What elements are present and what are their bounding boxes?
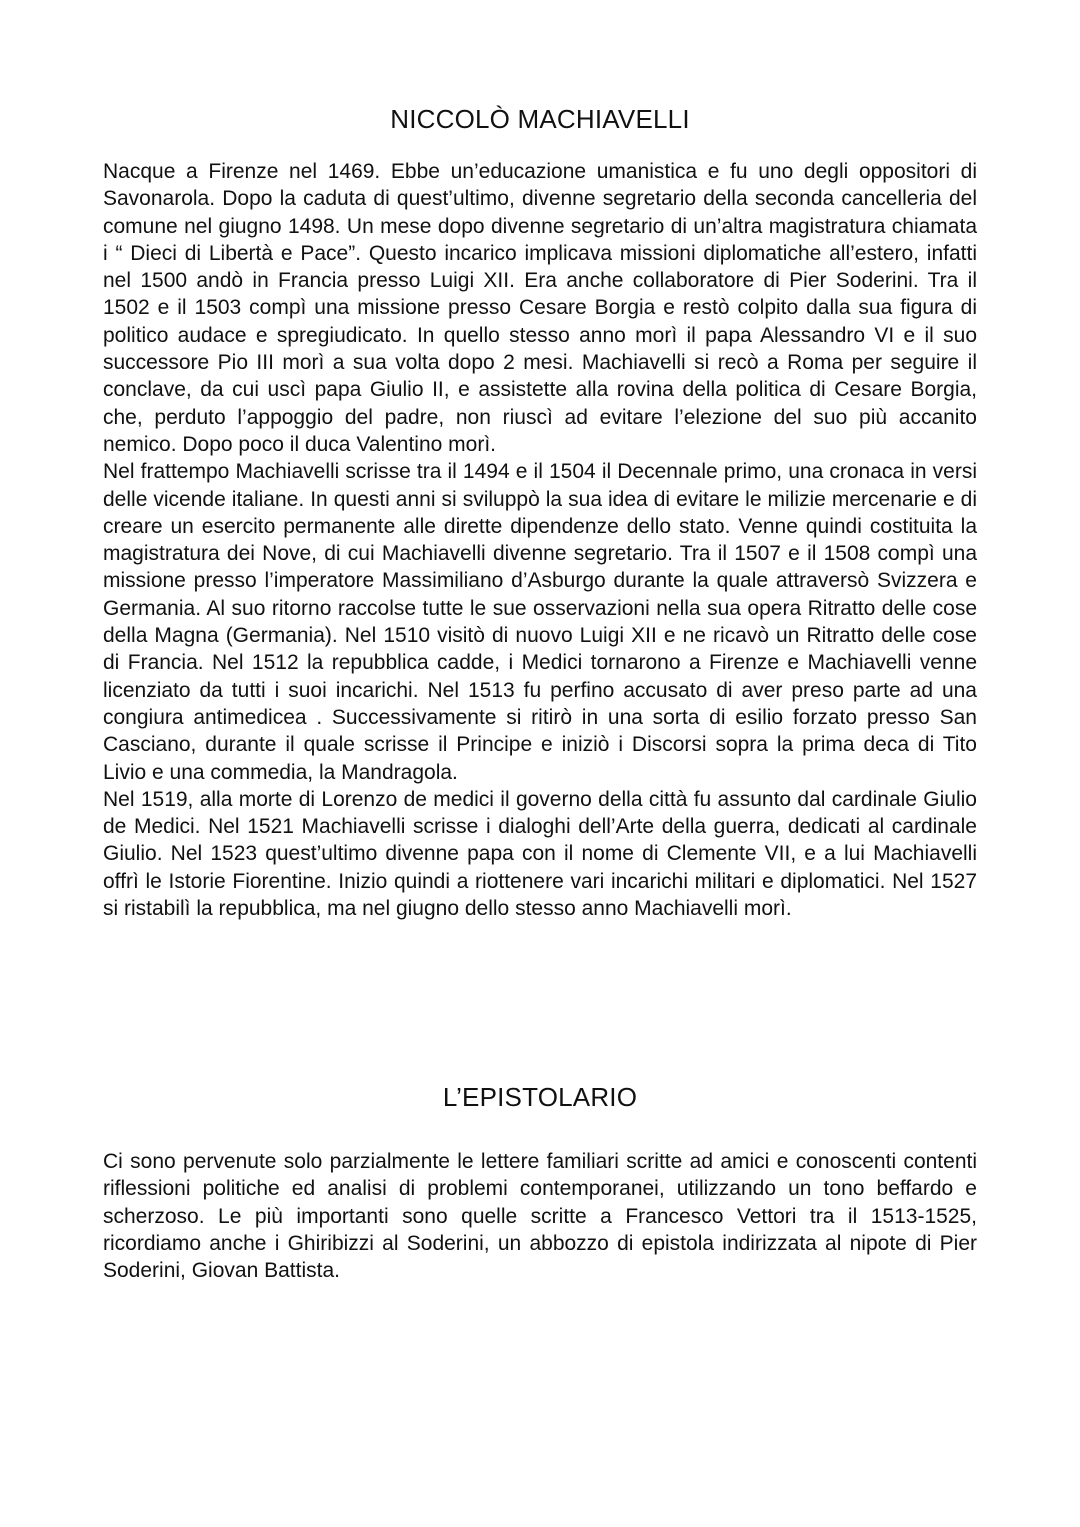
biography-section	[103, 158, 977, 922]
paragraph-middle-career: Nel frattempo Machiavelli scrisse tra il 1494 e il 1504 il Decennale primo, una cronaca in versi delle vicende italiane. In questi anni si sviluppò la sua idea di evitare le milizie mercenarie e di creare un esercito permanente alle dirette dipendenze dello stato. Venne quindi costituita la magistratura dei Nove, di cui Machiavelli divenne segretario. Tra il 1507 e il 1508 compì una missione presso l’imperatore Massimiliano d’Asburgo durante la quale attraversò Svizzera e Germania. Al suo ritorno raccolse tutte le sue osservazioni nella sua opera Ritratto delle cose della Magna (Germania). Nel 1510 visitò di nuovo Luigi XII e ne ricavò un Ritratto delle cose di Francia. Nel 1512 la repubblica cadde, i Medici tornarono a Firenze e Machiavelli venne licenziato da tutti i suoi incarichi. Nel 1513 fu perfino accusato di aver preso parte ad una congiura antimedicea . Successivamente si ritirò in una sorta di esilio forzato presso San Casciano, durante il quale scrisse il Principe e iniziò i Discorsi sopra la prima deca di Tito Livio e una commedia, la Mandragola.	[103, 460, 977, 784]
paragraph-late-life: Nel 1519, alla morte di Lorenzo de medici il governo della città fu assunto dal cardinale Giulio de Medici. Nel 1521 Machiavelli scrisse i dialoghi dell’Arte della guerra, dedicati al cardinale Giulio. Nel 1523 quest’ultimo divenne papa con il nome di Clemente VII, e a lui Machiavelli offrì le Istorie Fiorentine. Inizio quindi a riottenere vari incarichi militari e diplomatici. Nel 1527 si ristabilì la repubblica, ma nel giugno dello stesso anno Machiavelli morì.	[103, 787, 977, 921]
paragraph-early-career: Nacque a Firenze nel 1469. Ebbe un’educazione umanistica e fu uno degli oppositori di Savonarola. Dopo la caduta di quest’ultimo, divenne segretario della seconda cancelleria del comune nel giugno 1498. Un mese dopo divenne segretario di un’altra magistratura chiamata i “ Dieci di Libertà e Pace”. Questo incarico implicava missioni diplomatiche all’estero, infatti nel 1500 andò in Francia presso Luigi XII. Era anche collaboratore di Pier Soderini. Tra il 1502 e il 1503 compì una missione presso Cesare Borgia e restò colpito dalla sua figura di politico audace e spregiudicato. In quello stesso anno morì il papa Alessandro VI e il suo successore Pio III morì a sua volta dopo 2 mesi. Machiavelli si recò a Roma per seguire il conclave, da cui uscì papa Giulio II, e assistette alla rovina della politica di Cesare Borgia, che, perduto l’appoggio del padre, non riuscì ad evitare l’elezione del suo più accanito nemico. Dopo poco il duca Valentino morì.	[103, 160, 977, 456]
section-title-epistolario: L’EPISTOLARIO	[442, 1082, 638, 1112]
epistolario-section	[103, 1148, 977, 1284]
document-title: NICCOLÒ MACHIAVELLI	[390, 104, 690, 134]
paragraph-epistolario: Ci sono pervenute solo parzialmente le lettere familiari scritte ad amici e conoscenti contenti riflessioni politiche ed analisi di problemi contemporanei, utilizzando un tono beffardo e scherzoso. Le più importanti sono quelle scritte a Francesco Vettori tra il 1513-1525, ricordiamo anche i Ghiribizzi al Soderini, un abbozzo di epistola indirizzata al nipote di Pier Soderini, Giovan Battista.	[103, 1150, 977, 1283]
